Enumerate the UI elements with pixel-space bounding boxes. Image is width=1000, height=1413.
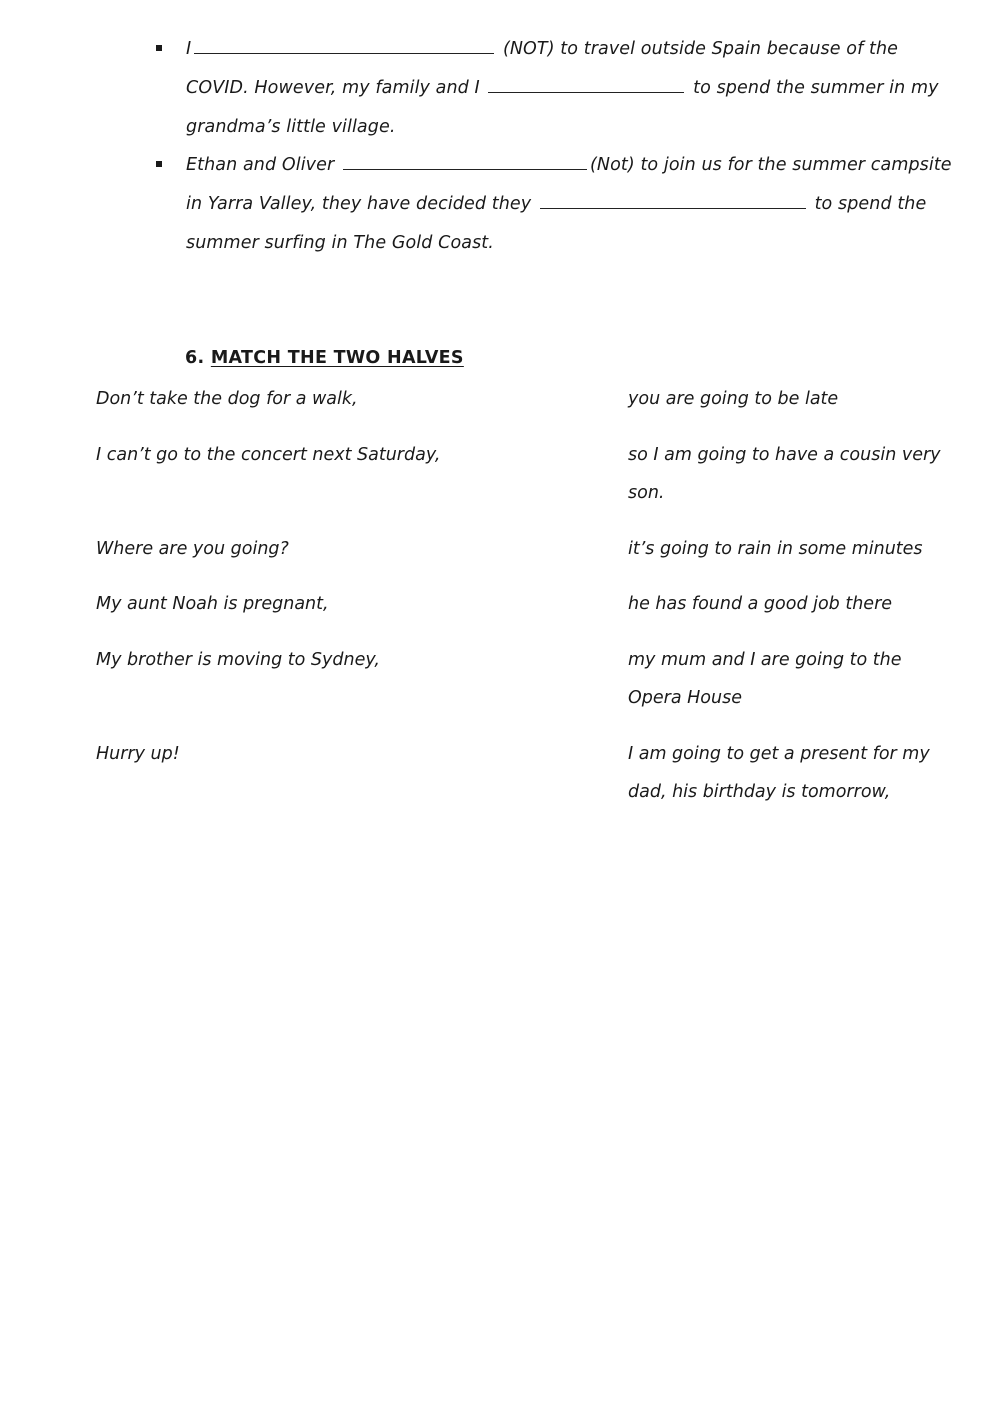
match-exercise <box>96 380 966 812</box>
text-after-blank: to spend the <box>814 194 927 215</box>
fill-in-item <box>150 30 960 146</box>
text-after-blank: (Not) to join us for the summer campsite <box>589 155 952 176</box>
right-half[interactable]: it’s going to rain in some minutes <box>628 538 923 559</box>
answer-blank[interactable] <box>488 91 684 93</box>
item-line <box>186 30 960 69</box>
answer-blank[interactable] <box>540 207 806 209</box>
text-before-blank: I <box>186 39 192 59</box>
match-row <box>96 436 966 513</box>
text-before-blank: COVID. However, my family and I <box>186 77 480 98</box>
left-half[interactable]: Hurry up! <box>96 743 180 764</box>
item-line <box>186 146 960 185</box>
fill-in-item <box>150 146 960 262</box>
text-after-blank: (NOT) to travel outside Spain because of the <box>502 39 899 59</box>
right-half[interactable]: he has found a good job there <box>628 594 893 614</box>
section-title: MATCH THE TWO HALVES <box>210 348 464 368</box>
match-row <box>96 585 966 624</box>
square-bullet-icon <box>156 45 162 51</box>
square-bullet-icon <box>156 161 162 167</box>
item-line <box>186 185 960 224</box>
text-after-blank: to spend the summer in my <box>693 77 939 98</box>
left-half[interactable]: I can’t go to the concert next Saturday, <box>96 444 441 465</box>
right-half[interactable]: I am going to get a present for my dad, his birthday is tomorrow, <box>628 743 930 802</box>
match-row <box>96 735 966 812</box>
item-line: grandma’s little village. <box>186 116 396 137</box>
right-half[interactable]: you are going to be late <box>628 389 839 409</box>
text-before-blank: in Yarra Valley, they have decided they <box>186 194 532 215</box>
match-row <box>96 380 966 419</box>
left-half[interactable]: My brother is moving to Sydney, <box>96 649 380 670</box>
match-row <box>96 641 966 718</box>
match-row <box>96 530 966 569</box>
left-half[interactable]: Where are you going? <box>96 538 289 559</box>
left-half[interactable]: My aunt Noah is pregnant, <box>96 594 329 614</box>
right-half[interactable]: so I am going to have a cousin very son. <box>628 444 941 503</box>
section-number: 6. <box>185 348 205 368</box>
answer-blank[interactable] <box>194 52 494 54</box>
left-half[interactable]: Don’t take the dog for a walk, <box>96 389 358 409</box>
fill-in-exercise <box>150 30 960 263</box>
answer-blank[interactable] <box>343 168 587 170</box>
item-line <box>186 69 960 108</box>
text-before-blank: Ethan and Oliver <box>186 155 335 176</box>
section-heading <box>185 345 464 371</box>
right-half[interactable]: my mum and I are going to the Opera House <box>628 649 902 708</box>
item-line: summer surfing in The Gold Coast. <box>186 232 494 253</box>
